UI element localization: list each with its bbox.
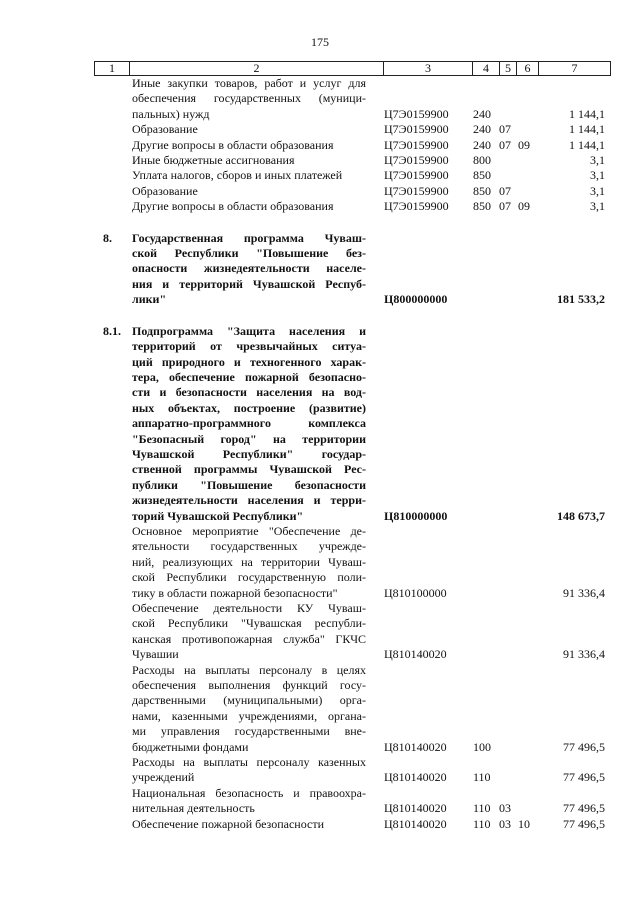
row-col-4: 800	[473, 153, 491, 168]
row-amount: 77 496,5	[563, 739, 605, 754]
row-col-4: 110	[473, 770, 491, 785]
row-amount: 77 496,5	[563, 816, 605, 831]
row-name	[132, 524, 366, 601]
row-name-line: ственной программы Чувашской Рес-	[132, 462, 366, 477]
table-row	[0, 122, 640, 137]
row-code: Ц810140020	[384, 739, 447, 754]
table-row	[0, 184, 640, 199]
row-name	[132, 324, 366, 524]
row-name-line: обеспечения выполнения функций госу-	[132, 678, 366, 693]
row-name-line: нительная деятельность	[132, 801, 255, 816]
row-col-4: 100	[473, 739, 491, 754]
row-name-line: ций природного и техногенного харак-	[132, 354, 366, 369]
header-col-1: 1	[95, 62, 130, 76]
row-code: Ц810100000	[384, 585, 447, 600]
row-col-6: 09	[518, 137, 530, 152]
row-name-line: Основное мероприятие "Обеспечение де-	[132, 523, 366, 538]
row-amount: 1 144,1	[569, 106, 605, 121]
row-col-4: 850	[473, 183, 491, 198]
row-amount: 1 144,1	[569, 137, 605, 152]
row-amount: 91 336,4	[563, 647, 605, 662]
row-amount: 77 496,5	[563, 770, 605, 785]
row-name-line: ми управления государственными вне-	[132, 724, 366, 739]
row-name-line: территорий от чрезвычайных ситуа-	[132, 339, 366, 354]
row-name-line: учреждений	[132, 770, 195, 785]
row-name-line: лики"	[132, 292, 167, 307]
row-name-line: Другие вопросы в области образования	[132, 137, 334, 152]
row-code: Ц810000000	[384, 508, 448, 523]
table-row	[0, 138, 640, 153]
table-row	[0, 199, 640, 214]
row-name-line: Другие вопросы в области образования	[132, 199, 334, 214]
row-name-line: Образование	[132, 122, 198, 137]
row-code: Ц7Э0159900	[384, 106, 449, 121]
row-name-line: тера, обеспечение пожарной безопасно-	[132, 369, 366, 384]
table-row	[0, 168, 640, 183]
row-name	[132, 76, 366, 122]
table-row	[0, 524, 640, 601]
row-name-line: ний, реализующих на территории Чуваш-	[132, 554, 366, 569]
table-row	[0, 231, 640, 308]
row-code: Ц800000000	[384, 292, 448, 307]
row-number: 8.	[103, 230, 112, 245]
row-amount: 77 496,5	[563, 801, 605, 816]
row-name-line: торий Чувашской Республики"	[132, 508, 304, 523]
row-col-5: 07	[499, 137, 511, 152]
row-name	[132, 601, 366, 663]
row-name	[132, 231, 366, 308]
row-col-4: 240	[473, 137, 491, 152]
budget-table-body	[0, 76, 640, 832]
row-amount: 3,1	[590, 199, 605, 214]
row-name-line: жизнедеятельности населения и терри-	[132, 493, 366, 508]
row-name-line: "Безопасный город" на территории	[132, 431, 366, 446]
row-col-5: 03	[499, 816, 511, 831]
row-name-line: Обеспечение деятельности КУ Чуваш-	[132, 601, 366, 615]
row-code: Ц810140020	[384, 816, 447, 831]
row-name-line: ния и территорий Чувашской Респуб-	[132, 276, 366, 291]
header-col-7: 7	[539, 62, 611, 76]
row-code: Ц7Э0159900	[384, 122, 449, 137]
table-row	[0, 153, 640, 168]
table-row	[0, 601, 640, 663]
header-col-2: 2	[130, 62, 384, 76]
row-name-line: Национальная безопасность и правоохра-	[132, 785, 366, 800]
row-name-line: канская противопожарная служба" ГКЧС	[132, 631, 366, 646]
table-row	[0, 817, 640, 832]
row-name-line: Иные закупки товаров, работ и услуг для	[132, 76, 366, 90]
row-name-line: тику в области пожарной безопасности"	[132, 585, 338, 600]
row-name-line: бюджетными фондами	[132, 739, 249, 754]
row-name-line: Государственная программа Чуваш-	[132, 230, 366, 245]
table-row	[0, 324, 640, 524]
row-code: Ц810140020	[384, 647, 447, 662]
row-spacer	[0, 308, 640, 324]
row-name-line: Чувашской Республики" государ-	[132, 446, 366, 461]
row-col-4: 850	[473, 199, 491, 214]
row-name-line: Обеспечение пожарной безопасности	[132, 816, 325, 831]
row-col-6: 09	[518, 199, 530, 214]
table-row	[0, 76, 640, 122]
row-col-4: 850	[473, 168, 491, 183]
row-name	[132, 168, 366, 183]
row-code: Ц810140020	[384, 770, 447, 785]
row-amount: 181 533,2	[557, 292, 605, 307]
row-number: 8.1.	[103, 323, 121, 338]
row-name-line: опасности жизнедеятельности населе-	[132, 261, 366, 276]
row-name-line: Расходы на выплаты персоналу казенных	[132, 755, 366, 770]
row-amount: 91 336,4	[563, 585, 605, 600]
row-amount: 148 673,7	[557, 508, 605, 523]
table-row	[0, 663, 640, 755]
row-amount: 1 144,1	[569, 122, 605, 137]
row-name-line: Уплата налогов, сборов и иных платежей	[132, 168, 343, 183]
row-name	[132, 199, 366, 214]
row-code: Ц810140020	[384, 801, 447, 816]
row-name-line: публики "Повышение безопасности	[132, 477, 366, 492]
row-name-line: ской Республики "Чувашская республи-	[132, 616, 366, 631]
row-name	[132, 755, 366, 786]
page-number: 175	[311, 35, 329, 49]
row-code: Ц7Э0159900	[384, 199, 449, 214]
row-name-line: Иные бюджетные ассигнования	[132, 153, 295, 168]
row-col-4: 110	[473, 816, 491, 831]
row-name	[132, 138, 366, 153]
table-row	[0, 786, 640, 817]
row-name	[132, 817, 366, 832]
row-name	[132, 122, 366, 137]
row-name	[132, 663, 366, 755]
row-col-5: 03	[499, 801, 511, 816]
row-code: Ц7Э0159900	[384, 153, 449, 168]
row-name	[132, 153, 366, 168]
row-name-line: ской Республики "Повышение без-	[132, 246, 366, 261]
row-name-line: пальных) нужд	[132, 106, 210, 121]
row-amount: 3,1	[590, 183, 605, 198]
row-name-line: сти и безопасности населения на вод-	[132, 385, 366, 400]
row-name-line: Чувашии	[132, 647, 179, 662]
header-col-3: 3	[384, 62, 473, 76]
row-spacer	[0, 215, 640, 231]
header-col-6: 6	[517, 62, 539, 76]
row-code: Ц7Э0159900	[384, 168, 449, 183]
row-col-5: 07	[499, 122, 511, 137]
table-row	[0, 755, 640, 786]
row-name-line: ятельности государственных учрежде-	[132, 539, 366, 554]
row-col-4: 110	[473, 801, 491, 816]
row-name-line: нами, казенными учреждениями, органа-	[132, 708, 366, 723]
row-name-line: Подпрограмма "Защита населения и	[132, 323, 366, 338]
row-code: Ц7Э0159900	[384, 137, 449, 152]
row-col-4: 240	[473, 122, 491, 137]
row-name-line: Образование	[132, 183, 198, 198]
row-name-line: ской Республики государственную поли-	[132, 570, 366, 585]
row-code: Ц7Э0159900	[384, 183, 449, 198]
row-col-5: 07	[499, 199, 511, 214]
row-col-4: 240	[473, 106, 491, 121]
header-col-5: 5	[500, 62, 517, 76]
row-col-6: 10	[518, 816, 530, 831]
row-col-5: 07	[499, 183, 511, 198]
row-name-line: ных объектах, построение (развитие)	[132, 400, 366, 415]
table-header	[94, 61, 611, 76]
row-name	[132, 786, 366, 817]
row-name-line: аппаратно-программного комплекса	[132, 416, 366, 431]
row-name	[132, 184, 366, 199]
row-name-line: обеспечения государственных (муници-	[132, 91, 366, 106]
row-name-line: Расходы на выплаты персоналу в целях	[132, 662, 366, 677]
row-name-line: дарственными (муниципальными) орга-	[132, 693, 366, 708]
row-amount: 3,1	[590, 168, 605, 183]
header-col-4: 4	[473, 62, 500, 76]
row-amount: 3,1	[590, 153, 605, 168]
